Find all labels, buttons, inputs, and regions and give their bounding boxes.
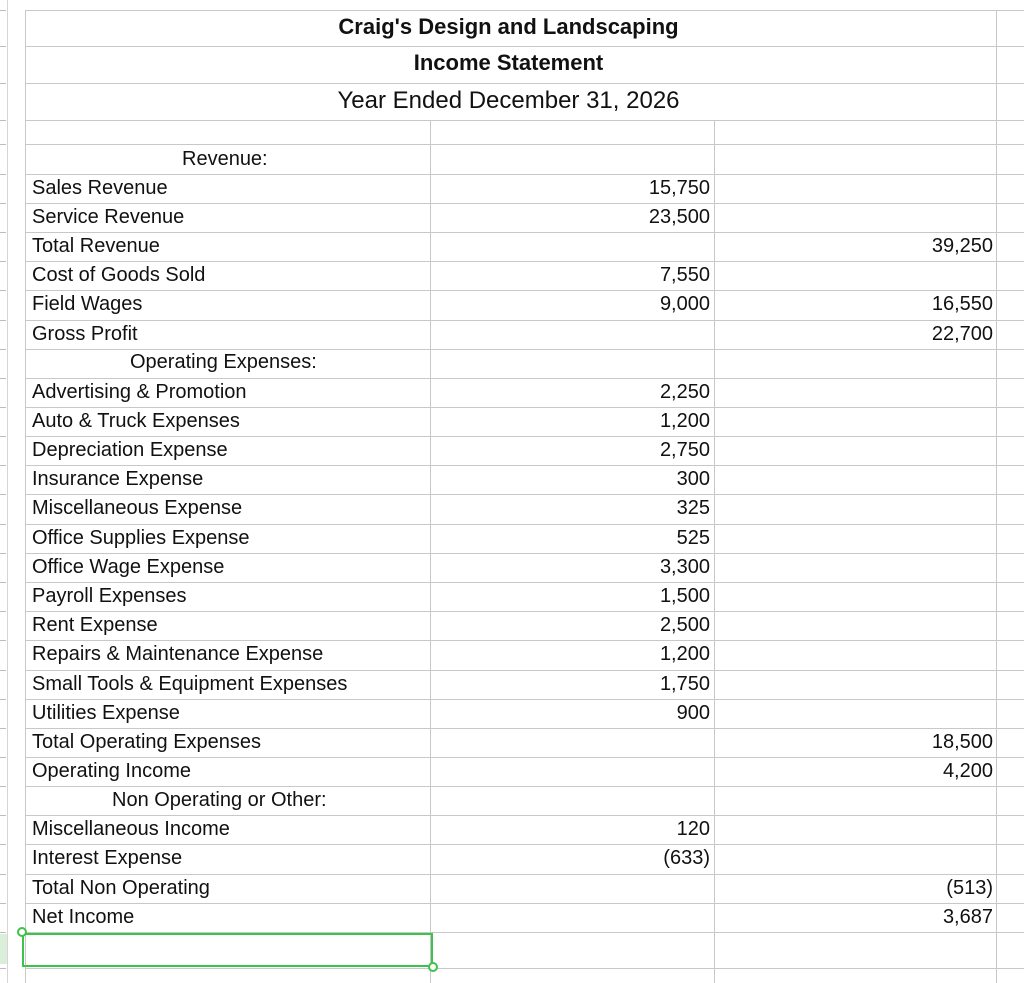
row-header-tick [0,203,6,204]
row-amount-detail[interactable]: 525 [676,527,710,549]
row-label[interactable]: Auto & Truck Expenses [32,410,240,432]
section-non-operating[interactable]: Non Operating or Other: [112,789,327,811]
row-label[interactable]: Insurance Expense [32,468,204,490]
row-amount-total[interactable]: (513) [946,877,993,899]
report-title[interactable]: Income Statement [413,50,604,75]
row-amount-detail[interactable]: 325 [676,497,710,519]
row-amount-detail[interactable]: 900 [676,702,710,724]
active-row-header[interactable] [0,934,7,964]
row-label[interactable]: Rent Expense [32,614,158,636]
row-amount-detail[interactable]: 15,750 [648,177,710,199]
row-header-tick [0,640,6,641]
row-header-tick [0,465,6,466]
row-amount-detail[interactable]: 2,750 [659,439,710,461]
selection-handle-bottom-right[interactable] [428,962,438,972]
row-header-tick [0,494,6,495]
row-label[interactable]: Service Revenue [32,206,185,228]
row-amount-detail[interactable]: 2,250 [659,381,710,403]
row-header-tick [0,553,6,554]
row-amount-detail[interactable]: 3,300 [659,556,710,578]
row-header-tick [0,349,6,350]
row-header-tick [0,968,6,969]
row-amount-detail[interactable]: 1,200 [659,410,710,432]
row-header-tick [0,903,6,904]
row-amount-detail[interactable]: 300 [676,468,710,490]
row-header-tick [0,728,6,729]
row-header-tick [0,378,6,379]
company-title[interactable]: Craig's Design and Landscaping [338,14,679,39]
col-d-left-border [996,10,997,983]
row-amount-detail[interactable]: 1,750 [659,673,710,695]
row-amount-total[interactable]: 16,550 [931,293,993,315]
row-header-tick [0,83,6,84]
row-label[interactable]: Sales Revenue [32,177,168,199]
row-amount-detail[interactable]: 1,500 [659,585,710,607]
row-header-tick [0,320,6,321]
selection-handle-top-left[interactable] [17,927,27,937]
row-header-tick [0,407,6,408]
row-label[interactable]: Repairs & Maintenance Expense [32,643,324,665]
row-label[interactable]: Total Revenue [32,235,160,257]
row-header-tick [0,120,6,121]
selected-cell-range[interactable] [22,933,433,967]
row-label[interactable]: Gross Profit [32,323,138,345]
row-gridline [25,968,1024,969]
row-label[interactable]: Payroll Expenses [32,585,187,607]
row-header-tick [0,757,6,758]
row-label[interactable]: Miscellaneous Expense [32,497,243,519]
row-header-tick [0,144,6,145]
row-header-tick [0,582,6,583]
row-label[interactable]: Small Tools & Equipment Expenses [32,673,348,695]
row-header-tick [0,290,6,291]
row-amount-detail[interactable]: 9,000 [659,293,710,315]
row-gridline [25,120,1024,121]
row-header-tick [0,670,6,671]
row-label[interactable]: Miscellaneous Income [32,818,230,840]
row-header-tick [0,815,6,816]
row-amount-total[interactable]: 22,700 [931,323,993,345]
row-amount-detail[interactable]: (633) [663,847,710,869]
row-amount-total[interactable]: 3,687 [942,906,993,928]
row-label[interactable]: Office Wage Expense [32,556,225,578]
row-amount-total[interactable]: 39,250 [931,235,993,257]
row-header-tick [0,844,6,845]
row-amount-detail[interactable]: 2,500 [659,614,710,636]
row-label[interactable]: Net Income [32,906,135,928]
row-header-tick [0,261,6,262]
row-label[interactable]: Field Wages [32,293,143,315]
row-header-tick [0,932,6,933]
row-header-tick [0,874,6,875]
row-header-edge [7,0,8,983]
row-label[interactable]: Total Non Operating [32,877,210,899]
row-amount-detail[interactable]: 7,550 [659,264,710,286]
row-header-tick [0,611,6,612]
row-label[interactable]: Operating Income [32,760,191,782]
section-revenue[interactable]: Revenue: [182,148,268,170]
col-c-left-border [714,120,715,983]
section-operating-expenses[interactable]: Operating Expenses: [130,351,317,373]
col-a-left-border [25,10,26,983]
row-header-tick [0,46,6,47]
row-amount-total[interactable]: 4,200 [942,760,993,782]
row-amount-detail[interactable]: 120 [676,818,710,840]
row-label[interactable]: Advertising & Promotion [32,381,247,403]
row-header-tick [0,10,6,11]
row-header-tick [0,174,6,175]
row-header-tick [0,786,6,787]
row-amount-detail[interactable]: 23,500 [648,206,710,228]
row-header-tick [0,699,6,700]
row-header-tick [0,232,6,233]
row-label[interactable]: Cost of Goods Sold [32,264,206,286]
row-label[interactable]: Interest Expense [32,847,183,869]
row-label[interactable]: Total Operating Expenses [32,731,262,753]
row-label[interactable]: Utilities Expense [32,702,180,724]
row-gridline [25,144,1024,145]
row-label[interactable]: Depreciation Expense [32,439,228,461]
report-period[interactable]: Year Ended December 31, 2026 [337,87,680,114]
row-amount-total[interactable]: 18,500 [931,731,993,753]
col-b-left-border [430,120,431,983]
row-label[interactable]: Office Supplies Expense [32,527,250,549]
row-amount-detail[interactable]: 1,200 [659,643,710,665]
row-header-tick [0,436,6,437]
row-header-tick [0,524,6,525]
